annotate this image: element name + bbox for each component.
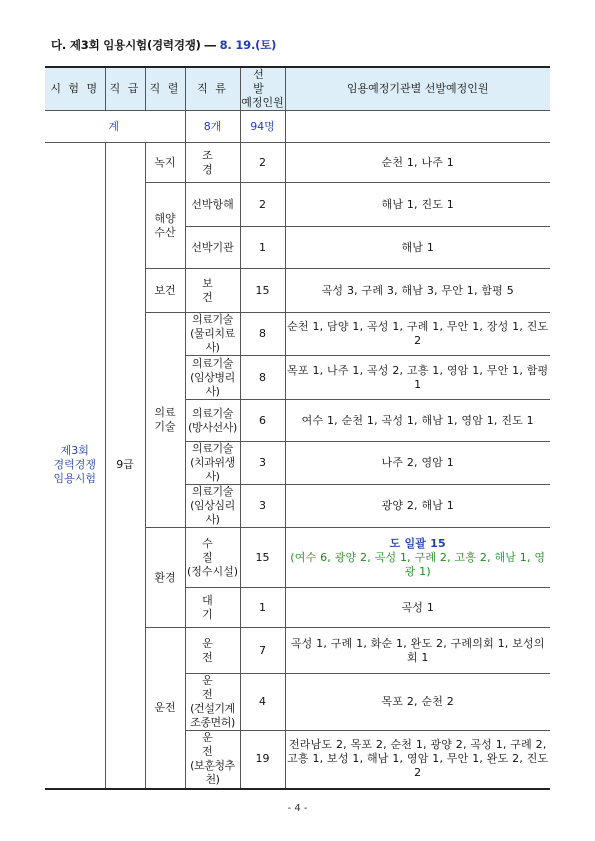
class-line2: (임상심리사) [190, 499, 235, 526]
exam-name-line1: 제3회 [60, 444, 89, 458]
class-cell: 조 경 [185, 143, 240, 183]
agencies-breakdown: (여수 6, 광양 2, 곡성 1, 구례 2, 고흥 2, 해남 1, 영광 1) [290, 550, 546, 578]
count-cell: 15 [240, 528, 285, 588]
header-series: 직 렬 [145, 67, 185, 111]
class-line2: (건설기계 [190, 702, 235, 715]
total-classes: 8개 [185, 111, 240, 143]
class-cell [185, 400, 240, 442]
header-planned-bottom: 예정인원 [241, 96, 284, 109]
class-line2: (임상병리사) [190, 370, 235, 398]
agencies-cell: 목포 1, 나주 1, 곡성 2, 고흥 1, 영암 1, 무안 1, 함평 1 [285, 356, 550, 400]
agencies-cell: 순천 1, 담양 1, 곡성 1, 구례 1, 무안 1, 장성 1, 진도 2 [285, 313, 550, 356]
count-cell: 2 [240, 143, 285, 183]
count-cell: 3 [240, 485, 285, 528]
class-line2: (정수시설) [186, 564, 239, 578]
class-cell [185, 528, 240, 588]
class-line2: (방사선사) [188, 420, 237, 434]
class-line1: 운 전 [202, 731, 223, 759]
class-cell [185, 485, 240, 528]
grade-cell: 9급 [105, 143, 145, 789]
table-row [45, 143, 550, 183]
heading-title: 다. 제3회 임용시험(경력경쟁) ― [51, 38, 220, 52]
class-cell [185, 674, 240, 731]
series-cell: 녹지 [145, 143, 185, 183]
recruitment-table [45, 66, 550, 790]
class-line1: 의료기술 [192, 442, 233, 455]
header-planned-top: 선 발 [253, 68, 272, 95]
agencies-cell: 곡성 1, 구례 1, 화순 1, 완도 2, 구례의회 1, 보성의회 1 [285, 628, 550, 674]
exam-name-line2: 경력경쟁 [53, 458, 96, 472]
class-cell [185, 356, 240, 400]
header-row [45, 67, 550, 111]
count-cell: 1 [240, 588, 285, 628]
class-line1: 의료기술 [192, 406, 233, 420]
count-cell: 4 [240, 674, 285, 731]
total-label: 계 [45, 111, 185, 143]
series-cell: 운전 [145, 628, 185, 789]
count-cell: 8 [240, 313, 285, 356]
heading-date: 8. 19.(토) [219, 38, 277, 52]
count-cell: 8 [240, 356, 285, 400]
count-cell: 3 [240, 442, 285, 485]
class-cell [185, 731, 240, 789]
series-cell [145, 183, 185, 269]
class-line2: (보훈청추천) [190, 759, 235, 787]
agencies-cell: 곡성 3, 구례 3, 해남 3, 무안 1, 함평 5 [285, 269, 550, 313]
class-line2: (물리치료사) [190, 327, 235, 354]
series-cell: 보건 [145, 269, 185, 313]
agencies-bulk: 도 일괄 15 [389, 536, 446, 550]
header-grade: 직 급 [105, 67, 145, 111]
total-people: 94명 [240, 111, 285, 143]
class-line1: 의료기술 [192, 485, 233, 498]
count-cell: 7 [240, 628, 285, 674]
series-cell: 환경 [145, 528, 185, 628]
header-exam-name: 시 험 명 [45, 67, 105, 111]
class-cell: 보 건 [185, 269, 240, 313]
count-cell: 19 [240, 731, 285, 789]
count-cell: 1 [240, 227, 285, 269]
agencies-cell [285, 528, 550, 588]
exam-name-line3: 임용시험 [53, 472, 96, 486]
count-cell: 6 [240, 400, 285, 442]
series-line1: 해양 [154, 211, 176, 225]
class-cell [185, 313, 240, 356]
header-by-agency: 임용예정기관별 선발예정인원 [285, 67, 550, 111]
agencies-cell: 곡성 1 [285, 588, 550, 628]
class-cell: 운 전 [185, 628, 240, 674]
class-line1: 의료기술 [192, 313, 233, 326]
agencies-cell: 광양 2, 해남 1 [285, 485, 550, 528]
series-cell [145, 313, 185, 528]
exam-name-cell [45, 143, 105, 789]
total-agencies-empty [285, 111, 550, 143]
class-cell [185, 442, 240, 485]
header-planned [240, 67, 285, 111]
page-number: - 4 - [287, 803, 308, 814]
total-row [45, 111, 550, 143]
agencies-cell: 전라남도 2, 목포 2, 순천 1, 광양 2, 곡성 1, 구례 2, 고흥 1, 보성 1, 해남 1, 영암 1, 무안 1, 완도 2, 진도 2 [285, 731, 550, 789]
section-heading [51, 37, 276, 57]
count-cell: 2 [240, 183, 285, 227]
agencies-cell: 순천 1, 나주 1 [285, 143, 550, 183]
series-line2: 기술 [154, 420, 176, 433]
agencies-cell: 나주 2, 영암 1 [285, 442, 550, 485]
header-class: 직 류 [185, 67, 240, 111]
class-line1: 수 질 [202, 536, 223, 564]
series-line2: 수산 [154, 225, 176, 239]
class-line3: 조종면허) [190, 716, 235, 729]
class-cell: 선박항해 [185, 183, 240, 227]
agencies-cell: 여수 1, 순천 1, 곡성 1, 해남 1, 영암 1, 진도 1 [285, 400, 550, 442]
count-cell: 15 [240, 269, 285, 313]
agencies-cell: 해남 1, 진도 1 [285, 183, 550, 227]
agencies-cell: 목포 2, 순천 2 [285, 674, 550, 731]
agencies-cell: 해남 1 [285, 227, 550, 269]
class-line1: 운 전 [202, 674, 223, 701]
class-line2: (치과위생사) [190, 456, 235, 483]
class-cell: 대 기 [185, 588, 240, 628]
class-cell: 선박기관 [185, 227, 240, 269]
class-line1: 의료기술 [192, 356, 233, 370]
series-line1: 의료 [154, 406, 176, 419]
